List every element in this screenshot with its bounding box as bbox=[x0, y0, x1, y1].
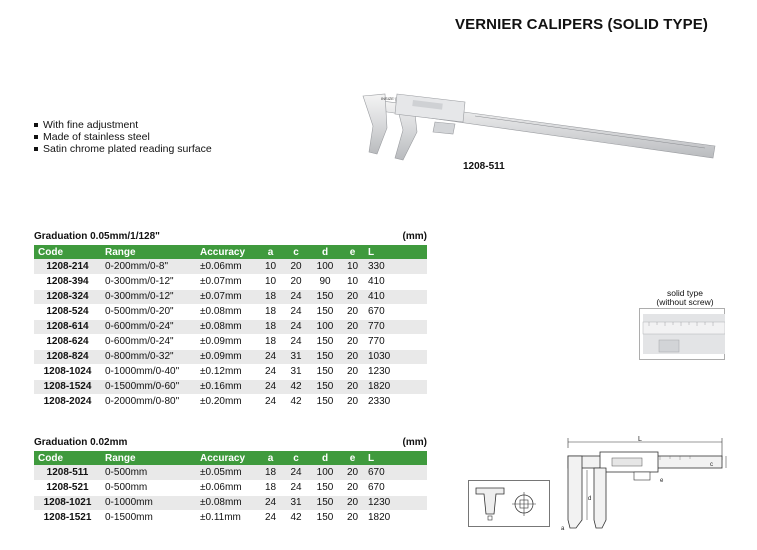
table-cell: 20 bbox=[341, 465, 364, 480]
table-cell: 100 bbox=[309, 319, 341, 334]
table-cell: 24 bbox=[258, 394, 283, 409]
table-cell: 0-500mm bbox=[101, 465, 196, 480]
table-cell: ±0.06mm bbox=[196, 259, 258, 274]
column-header: L bbox=[364, 451, 427, 465]
table-cell: ±0.08mm bbox=[196, 319, 258, 334]
feature-item: With fine adjustment bbox=[34, 119, 212, 131]
table-row bbox=[34, 480, 427, 495]
table-cell: 1208-324 bbox=[34, 289, 101, 304]
dimension-diagram bbox=[560, 436, 730, 532]
table-cell: 18 bbox=[258, 465, 283, 480]
table-cell: 1208-1024 bbox=[34, 364, 101, 379]
table-cell: 0-1000mm bbox=[101, 495, 196, 510]
feature-list bbox=[34, 119, 212, 155]
table-cell: 18 bbox=[258, 289, 283, 304]
table-cell: 1208-214 bbox=[34, 259, 101, 274]
column-header: Accuracy bbox=[196, 245, 258, 259]
table-cell: 1208-824 bbox=[34, 349, 101, 364]
table-cell: 10 bbox=[341, 274, 364, 289]
table-cell: 20 bbox=[341, 495, 364, 510]
table-cell: 1208-511 bbox=[34, 465, 101, 480]
dim-label-e: e bbox=[660, 478, 664, 484]
table-cell: ±0.05mm bbox=[196, 465, 258, 480]
table-row bbox=[34, 465, 427, 480]
table-cell: 24 bbox=[283, 289, 309, 304]
table-cell: 150 bbox=[309, 510, 341, 525]
table-row bbox=[34, 379, 427, 394]
solid-type-inset-image bbox=[639, 308, 725, 360]
table-cell: 31 bbox=[283, 364, 309, 379]
table-cell: ±0.07mm bbox=[196, 274, 258, 289]
table-cell: 150 bbox=[309, 304, 341, 319]
table-row bbox=[34, 319, 427, 334]
feature-item: Made of stainless steel bbox=[34, 131, 212, 143]
dim-label-c: c bbox=[710, 462, 713, 468]
column-header: d bbox=[309, 245, 341, 259]
table-cell: 24 bbox=[283, 465, 309, 480]
table-cell: 24 bbox=[258, 364, 283, 379]
table-cell: 20 bbox=[341, 480, 364, 495]
table-cell: 1030 bbox=[364, 349, 427, 364]
table-cell: 18 bbox=[258, 334, 283, 349]
table-cell: 1820 bbox=[364, 510, 427, 525]
table-cell: 0-600mm/0-24" bbox=[101, 319, 196, 334]
table-cell: 90 bbox=[309, 274, 341, 289]
table-cell: 31 bbox=[283, 349, 309, 364]
table-row bbox=[34, 289, 427, 304]
table-cell: 0-500mm bbox=[101, 480, 196, 495]
column-header: e bbox=[341, 245, 364, 259]
table-cell: 18 bbox=[258, 304, 283, 319]
feature-item: Satin chrome plated reading surface bbox=[34, 143, 212, 155]
table-cell: 20 bbox=[341, 510, 364, 525]
column-header: Range bbox=[101, 451, 196, 465]
column-header: a bbox=[258, 245, 283, 259]
table-cell: 670 bbox=[364, 465, 427, 480]
dim-label-L: L bbox=[638, 436, 642, 443]
table-cell: 20 bbox=[341, 394, 364, 409]
table-cell: 20 bbox=[341, 289, 364, 304]
table-cell: 150 bbox=[309, 379, 341, 394]
column-header: Code bbox=[34, 451, 101, 465]
table-cell: 18 bbox=[258, 480, 283, 495]
table-cell: 31 bbox=[283, 495, 309, 510]
unit-label: (mm) bbox=[402, 437, 427, 448]
table-header-row bbox=[34, 245, 427, 259]
table-cell: 0-300mm/0-12" bbox=[101, 274, 196, 289]
table-cell: 0-1500mm bbox=[101, 510, 196, 525]
table-cell: 42 bbox=[283, 379, 309, 394]
table-cell: 20 bbox=[341, 379, 364, 394]
table-cell: 0-600mm/0-24" bbox=[101, 334, 196, 349]
table-cell: 24 bbox=[283, 480, 309, 495]
jaw-section-diagram bbox=[468, 480, 550, 527]
table-cell: 1230 bbox=[364, 495, 427, 510]
brand-logo-text: INSIZE bbox=[381, 96, 394, 101]
column-header: d bbox=[309, 451, 341, 465]
table-cell: 24 bbox=[258, 495, 283, 510]
table-cell: 670 bbox=[364, 304, 427, 319]
column-header: L bbox=[364, 245, 427, 259]
table-cell: 1208-614 bbox=[34, 319, 101, 334]
column-header: Code bbox=[34, 245, 101, 259]
column-header: Range bbox=[101, 245, 196, 259]
table-cell: 0-1500mm/0-60" bbox=[101, 379, 196, 394]
table-cell: 10 bbox=[258, 274, 283, 289]
table-cell: 770 bbox=[364, 334, 427, 349]
table-cell: 24 bbox=[258, 379, 283, 394]
table-cell: ±0.08mm bbox=[196, 495, 258, 510]
table-cell: 410 bbox=[364, 289, 427, 304]
table-cell: 770 bbox=[364, 319, 427, 334]
column-header: c bbox=[283, 451, 309, 465]
table-cell: 1208-524 bbox=[34, 304, 101, 319]
table-cell: 2330 bbox=[364, 394, 427, 409]
table-cell: ±0.09mm bbox=[196, 349, 258, 364]
table-cell: 24 bbox=[258, 349, 283, 364]
table-cell: 1208-1521 bbox=[34, 510, 101, 525]
table-cell: 1230 bbox=[364, 364, 427, 379]
table-cell: ±0.06mm bbox=[196, 480, 258, 495]
column-header: Accuracy bbox=[196, 451, 258, 465]
table-cell: 1820 bbox=[364, 379, 427, 394]
table-cell: ±0.12mm bbox=[196, 364, 258, 379]
table-header-row bbox=[34, 451, 427, 465]
table-cell: 42 bbox=[283, 394, 309, 409]
table-cell: 24 bbox=[283, 334, 309, 349]
table-cell: 0-800mm/0-32" bbox=[101, 349, 196, 364]
table-cell: 1208-1524 bbox=[34, 379, 101, 394]
table-cell: 24 bbox=[258, 510, 283, 525]
table-cell: 20 bbox=[341, 364, 364, 379]
table-cell: 150 bbox=[309, 480, 341, 495]
table-row bbox=[34, 304, 427, 319]
table-cell: ±0.07mm bbox=[196, 289, 258, 304]
column-header: e bbox=[341, 451, 364, 465]
table-cell: 0-300mm/0-12" bbox=[101, 289, 196, 304]
table-row bbox=[34, 274, 427, 289]
table-cell: 100 bbox=[309, 465, 341, 480]
table-row bbox=[34, 349, 427, 364]
table-cell: ±0.20mm bbox=[196, 394, 258, 409]
table-row bbox=[34, 394, 427, 409]
table-cell: 0-2000mm/0-80" bbox=[101, 394, 196, 409]
table-cell: 20 bbox=[283, 274, 309, 289]
table-row bbox=[34, 495, 427, 510]
solid-type-label bbox=[645, 289, 725, 307]
table-cell: 1208-2024 bbox=[34, 394, 101, 409]
unit-label: (mm) bbox=[402, 231, 427, 242]
table-cell: 150 bbox=[309, 289, 341, 304]
table-row bbox=[34, 510, 427, 525]
table-cell: 20 bbox=[341, 349, 364, 364]
page-title: VERNIER CALIPERS (SOLID TYPE) bbox=[455, 16, 708, 33]
spec-table-block-1 bbox=[34, 231, 427, 410]
graduation-label: Graduation 0.02mm bbox=[34, 437, 128, 448]
table-cell: 24 bbox=[283, 319, 309, 334]
table-cell: 150 bbox=[309, 495, 341, 510]
table-cell: ±0.08mm bbox=[196, 304, 258, 319]
table-cell: 150 bbox=[309, 394, 341, 409]
solid-type-label-line1: solid type bbox=[667, 288, 703, 298]
table-cell: 20 bbox=[341, 334, 364, 349]
caliper-product-image bbox=[355, 88, 720, 170]
table-cell: ±0.09mm bbox=[196, 334, 258, 349]
table-cell: 0-200mm/0-8" bbox=[101, 259, 196, 274]
table-cell: 1208-394 bbox=[34, 274, 101, 289]
table-cell: 150 bbox=[309, 364, 341, 379]
table-cell: 150 bbox=[309, 334, 341, 349]
table-row bbox=[34, 259, 427, 274]
table-cell: 18 bbox=[258, 319, 283, 334]
table-cell: ±0.16mm bbox=[196, 379, 258, 394]
graduation-label: Graduation 0.05mm/1/128" bbox=[34, 231, 160, 242]
table-cell: 330 bbox=[364, 259, 427, 274]
table-cell: 1208-624 bbox=[34, 334, 101, 349]
table-cell: 150 bbox=[309, 349, 341, 364]
table-cell: 10 bbox=[341, 259, 364, 274]
table-row bbox=[34, 334, 427, 349]
table-cell: 1208-1021 bbox=[34, 495, 101, 510]
table-cell: 670 bbox=[364, 480, 427, 495]
table-cell: 42 bbox=[283, 510, 309, 525]
table-cell: 0-1000mm/0-40" bbox=[101, 364, 196, 379]
table-cell: 10 bbox=[258, 259, 283, 274]
table-cell: 100 bbox=[309, 259, 341, 274]
spec-table bbox=[34, 245, 427, 410]
table-cell: 20 bbox=[283, 259, 309, 274]
table-cell: 24 bbox=[283, 304, 309, 319]
photo-caption: 1208-511 bbox=[463, 161, 505, 172]
column-header: a bbox=[258, 451, 283, 465]
table-cell: 20 bbox=[341, 319, 364, 334]
spec-table bbox=[34, 451, 427, 526]
table-cell: 410 bbox=[364, 274, 427, 289]
dim-label-a: a bbox=[561, 526, 565, 532]
table-cell: 1208-521 bbox=[34, 480, 101, 495]
solid-type-label-line2: (without screw) bbox=[656, 297, 714, 307]
table-cell: 20 bbox=[341, 304, 364, 319]
dim-label-d: d bbox=[588, 496, 592, 502]
table-cell: 0-500mm/0-20" bbox=[101, 304, 196, 319]
column-header: c bbox=[283, 245, 309, 259]
table-cell: ±0.11mm bbox=[196, 510, 258, 525]
table-row bbox=[34, 364, 427, 379]
spec-table-block-2 bbox=[34, 437, 427, 526]
